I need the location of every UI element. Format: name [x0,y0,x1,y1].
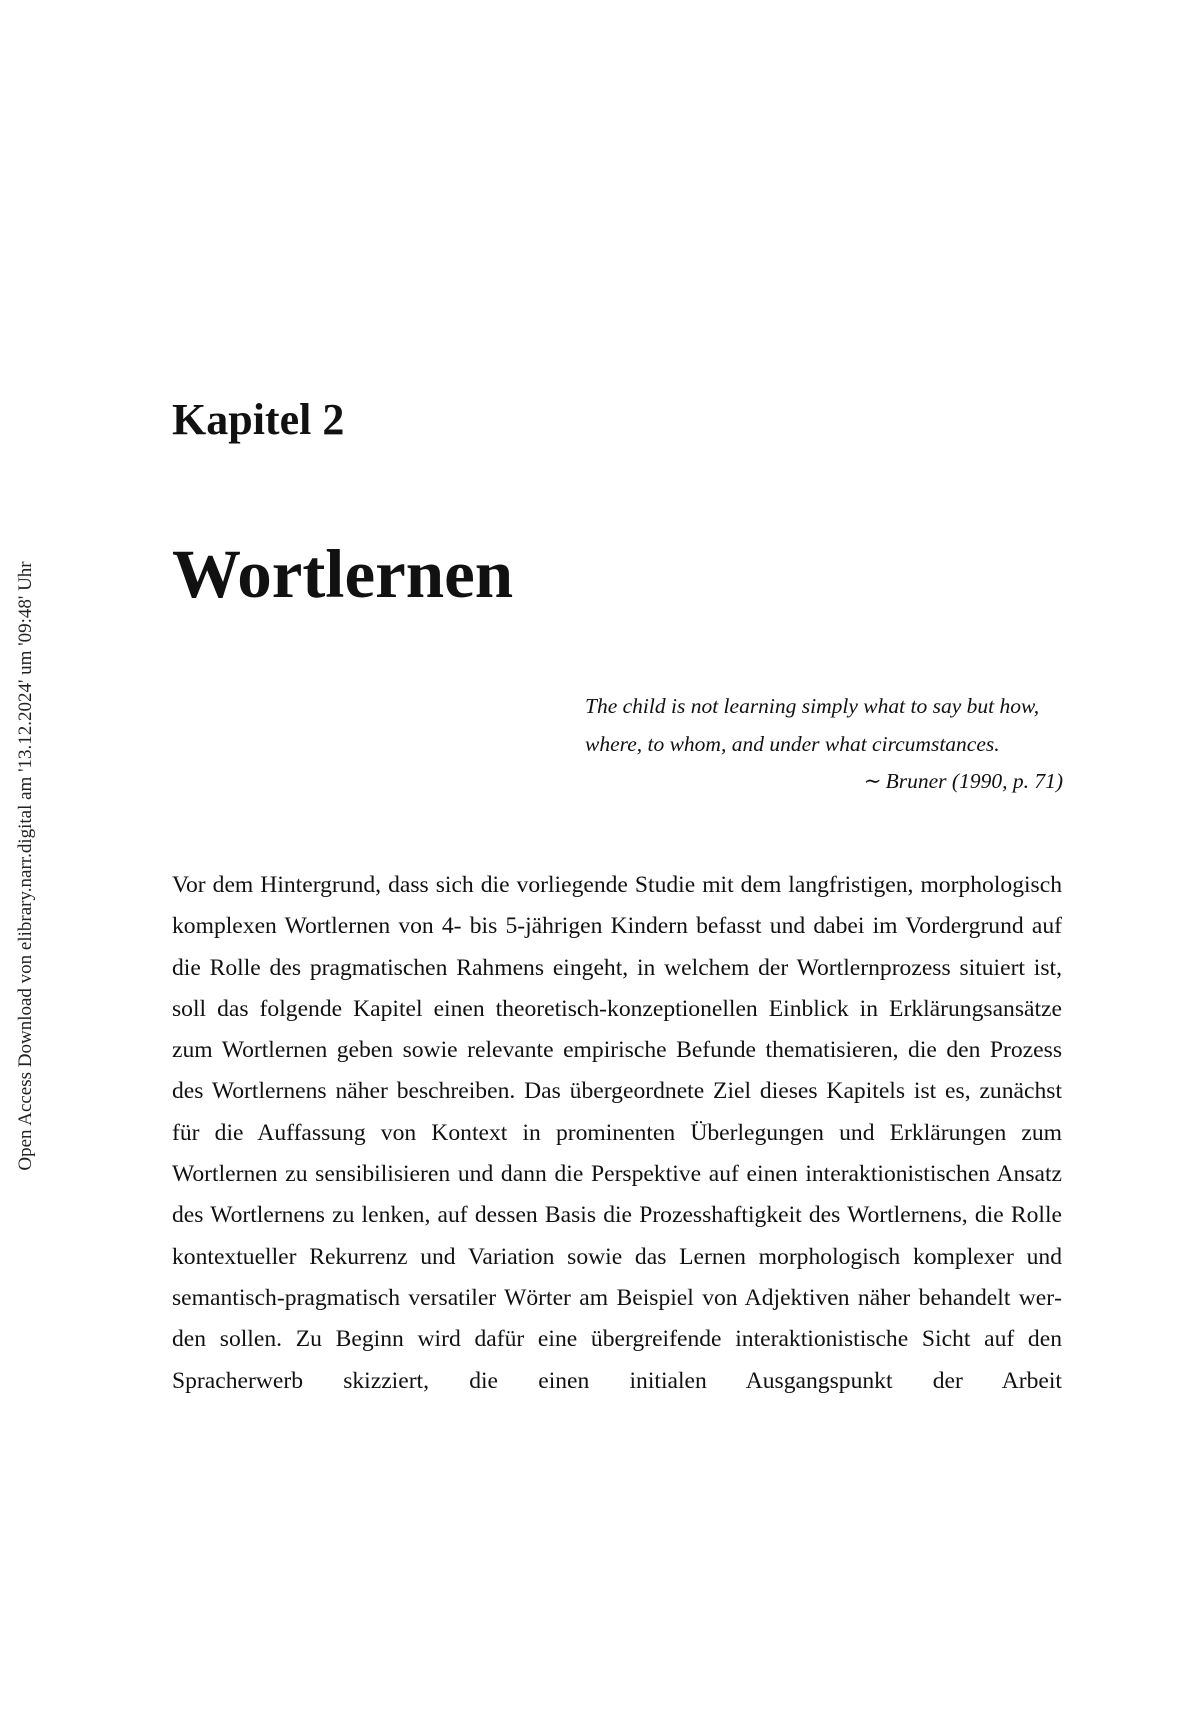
epigraph [585,687,1063,800]
download-stamp: Open Access Download von elibrary.narr.digital am '13.12.2024' um '09:48' Uhr [15,561,36,1171]
epigraph-quote: The child is not learning simply what to say but how, where, to whom, and under what circumstances. [585,694,1040,756]
epigraph-attribution [585,763,1063,800]
body-paragraph: Vor dem Hintergrund, dass sich die vorliegende Studie mit dem langfristigen, morphologisch komplexen Wortlernen von 4- bis 5-jährigen Kindern befasst und dabei im Vordergrund auf die Rolle des pragmatischen Rahmens eingeht, in welchem der Wortlernprozess situiert ist, soll das folgende Kapitel einen theoretisch-konzeptionellen Einblick in Erklärungsansätze zum Wortlernen geben sowie relevante empirische Befunde thematisieren, die den Prozess des Wortlernens näher beschreiben. Das übergeordnete Ziel dieses Kapitels ist es, zunächst für die Auffassung von Kontext in prominenten Überlegungen und Erklärungen zum Wortlernen zu sensibilisieren und dann die Perspektive auf einen interaktionistischen Ansatz des Wortlernens zu lenken, auf dessen Basis die Prozesshaftigkeit des Wortlernens, die Rolle kontextueller Rekurrenz und Variation sowie das Lernen morphologisch komplexer und semantisch-pragmatisch versatiler Wörter am Beispiel von Adjektiven näher behandelt werden sollen. Zu Beginn wird dafür eine übergreifende interaktionistische Sicht auf den Spracherwerb skizziert, die einen initialen Ausgangspunkt der Arbeit [172,872,1062,1394]
epigraph-source: Bruner (1990, p. 71) [885,769,1063,793]
tilde-icon: ∼ [863,769,882,794]
chapter-label: Kapitel 2 [172,395,345,444]
chapter-title: Wortlernen [172,536,514,612]
